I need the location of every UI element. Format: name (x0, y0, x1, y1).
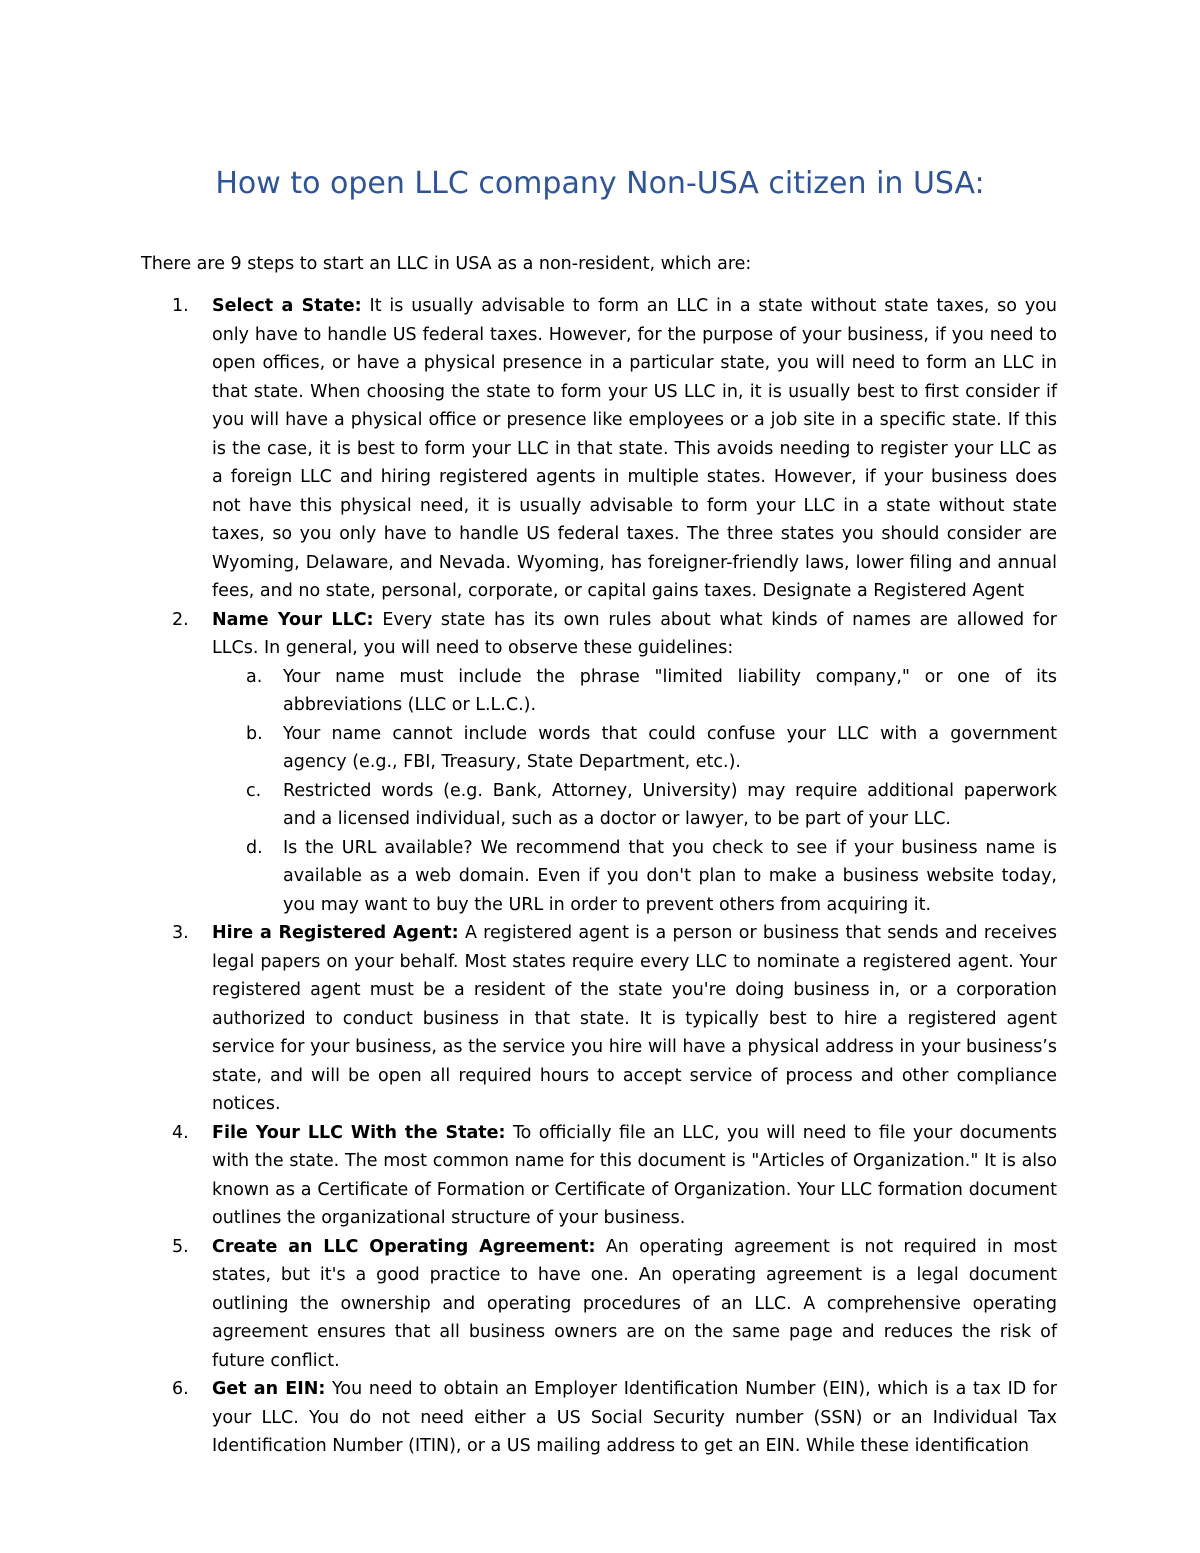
step-text: Every state has its own rules about what kinds of names are allowed for LLCs. In general, you will need to observe these guidelines: (212, 609, 1057, 658)
step-number: 4. (172, 1122, 189, 1143)
step-title: Select a State: (212, 296, 362, 316)
step-text: To officially file an LLC, you will need to file your documents with the state. The most common name for this document is "Articles of Organization." It is also known as a Certificate of Formation or Certificate of Organization. Your LLC formation document outlines the organizational structure of your business. (212, 1122, 1057, 1228)
step-item (172, 606, 1057, 920)
sub-item (246, 720, 1057, 777)
step-text: An operating agreement is not required in most states, but it's a good practice to have one. An operating agreement is a legal document outlining the ownership and operating procedures of an LLC. A comprehensive operating agreement ensures that all business owners are on the same page and reduces the risk of future conflict. (212, 1236, 1057, 1371)
step-title: Get an EIN: (212, 1379, 326, 1399)
step-title: Create an LLC Operating Agreement: (212, 1236, 596, 1257)
step-text: You need to obtain an Employer Identification Number (EIN), which is a tax ID for your LLC. You do not need either a US Social Security number (SSN) or an Individual Tax Identification Number (ITIN), or a US mailing address to get an EIN. While these identification (212, 1379, 1057, 1456)
sub-item (246, 777, 1057, 834)
step-text: It is usually advisable to form an LLC in a state without state taxes, so you only have to handle US federal taxes. However, for the purpose of your business, if you need to open offices, or have a physical presence in a particular state, you will need to form an LLC in that state. When choosing the state to form your US LLC in, it is usually best to first consider if you will have a physical office or presence like employees or a job site in a specific state. If this is the case, it is best to form your LLC in that state. This avoids needing to register your LLC as a foreign LLC and hiring registered agents in multiple states. However, if your business does not have this physical need, it is usually advisable to form your LLC in a state without state taxes, so you only have to handle US federal taxes. The three states you should consider are Wyoming, Delaware, and Nevada. Wyoming, has foreigner-friendly laws, lower filing and annual fees, and no state, personal, corporate, or capital gains taxes. Designate a Registered Agent (212, 296, 1057, 601)
sub-text: Your name must include the phrase "limited liability company," or one of its abbreviations (LLC or L.L.C.). (283, 666, 1057, 715)
step-item (172, 1375, 1057, 1461)
steps-list (172, 292, 1057, 1461)
sub-text: Is the URL available? We recommend that you check to see if your business name is available as a web domain. Even if you don't plan to make a business website today, you may want to buy the URL in order to prevent others from acquiring it. (283, 837, 1057, 915)
step-title: Name Your LLC: (212, 609, 374, 630)
step-item (172, 919, 1057, 1119)
step-title: File Your LLC With the State: (212, 1122, 506, 1143)
sub-letter: c. (246, 780, 262, 801)
sub-letter: d. (246, 837, 263, 858)
sub-item (246, 663, 1057, 720)
step-item (172, 1119, 1057, 1233)
sub-letter: b. (246, 723, 263, 744)
step-title: Hire a Registered Agent: (212, 923, 459, 943)
step-number: 1. (172, 296, 189, 316)
step-text: A registered agent is a person or business that sends and receives legal papers on your behalf. Most states require every LLC to nominate a registered agent. Your registered agent must be a resident of the state you're doing business in, or a corporation authorized to conduct business in that state. It is typically best to hire a registered agent service for your business, as the service you hire will have a physical address in your business’s state, and will be open all required hours to accept service of process and other compliance notices. (212, 923, 1057, 1114)
intro-paragraph: There are 9 steps to start an LLC in USA as a non-resident, which are: (141, 254, 752, 274)
sub-item (246, 834, 1057, 920)
document-title: How to open LLC company Non-USA citizen in USA: (215, 166, 985, 201)
step-item (172, 292, 1057, 606)
step-number: 2. (172, 609, 189, 630)
sub-letter: a. (246, 666, 263, 687)
step-item (172, 1233, 1057, 1376)
sub-text: Your name cannot include words that could confuse your LLC with a government agency (e.g., FBI, Treasury, State Department, etc.). (283, 723, 1057, 772)
sub-list (212, 663, 1057, 920)
step-number: 3. (172, 923, 189, 943)
step-number: 5. (172, 1236, 189, 1257)
sub-text: Restricted words (e.g. Bank, Attorney, University) may require additional paperwork and a licensed individual, such as a doctor or lawyer, to be part of your LLC. (283, 780, 1057, 829)
step-number: 6. (172, 1379, 189, 1399)
